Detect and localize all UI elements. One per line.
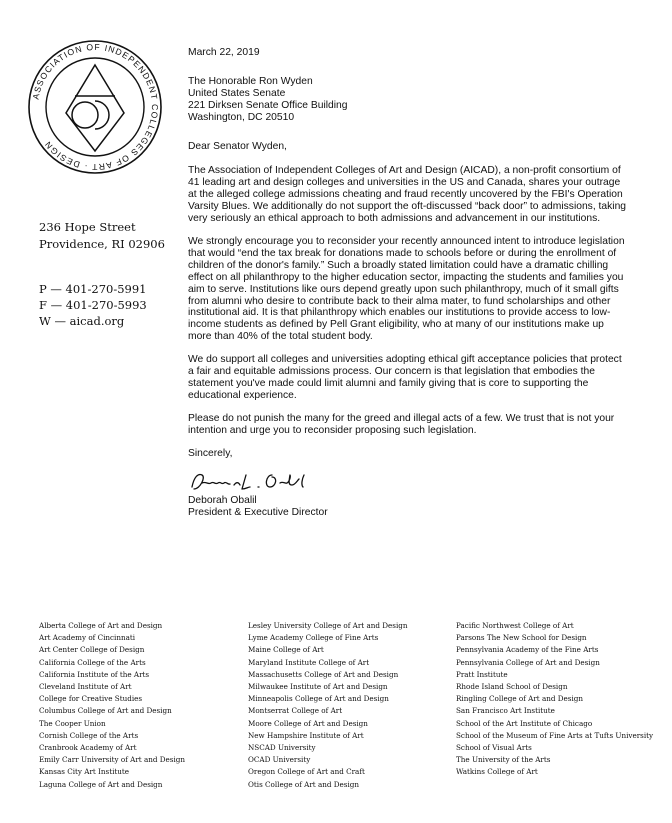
recipient-block <box>188 76 628 124</box>
member-item: College for Creative Studies <box>39 694 143 704</box>
recipient-line: United States Senate <box>188 87 286 99</box>
member-item: Ringling College of Art and Design <box>456 694 583 704</box>
member-item: Otis College of Art and Design <box>248 779 359 789</box>
seal-ring-text: ASSOCIATION OF INDEPENDENT COLLEGES OF ART · DESIGN <box>30 41 161 173</box>
website: W — aicad.org <box>39 314 125 328</box>
signer-title: President & Executive Director <box>188 507 328 519</box>
member-item: The University of the Arts <box>456 755 551 765</box>
address-street: 236 Hope Street <box>39 220 136 234</box>
phone-number: P — 401-270-5991 <box>39 282 147 296</box>
member-item: Minneapolis College of Art and Design <box>248 694 389 704</box>
member-item: California Institute of the Arts <box>39 669 150 679</box>
paragraph-1: The Association of Independent Colleges of Art and Design (AICAD), a non-profit consortium of 41 leading art and design colleges and universities in the US and Canada, shares your outrage at the alleged college admissions cheating and fraud recently uncovered by the FBI's Operation Varsity Blues. We additionally do not support the oft-discussed “back door” to admissions, taking very seriously an ethical approach to both admissions and advancement in our institutions. <box>188 165 627 225</box>
member-item: OCAD University <box>248 755 311 765</box>
member-column-2 <box>248 620 408 791</box>
member-item: New Hampshire Institute of Art <box>248 730 364 740</box>
member-item: The Cooper Union <box>39 718 106 728</box>
member-item: Montserrat College of Art <box>248 706 343 716</box>
recipient-line: The Honorable Ron Wyden <box>188 75 313 87</box>
paragraph-2: We strongly encourage you to reconsider your recently announced intent to introduce legislation that would “end the tax break for donations made to schools before or during the enrollment of children of the donor's family.” Such a broadly stated limitation could have a dramatic chilling effect on all philanthropy to the higher education sector, impacting the students and families you aim to serve. Institutions like ours depend greatly upon such philanthropy, much of it small gifts from alumni who desire to contribute back to their alma mater, to fund scholarships and other institutional aid. It is that philanthropy which enables our institutions to provide access to low-income students as defined by Pell Grant eligibility, who at many of our institutions make up more than 40% of the total student body. <box>188 235 625 343</box>
member-item: Columbus College of Art and Design <box>39 706 172 716</box>
member-column-1 <box>39 620 185 791</box>
member-column-3 <box>456 620 653 779</box>
member-item: Maryland Institute College of Art <box>248 657 370 667</box>
member-item: Massachusetts College of Art and Design <box>248 669 399 679</box>
address-city: Providence, RI 02906 <box>39 237 165 251</box>
member-item: Rhode Island School of Design <box>456 682 568 692</box>
salutation: Dear Senator Wyden, <box>188 140 287 152</box>
sender-address <box>39 219 165 253</box>
recipient-line: Washington, DC 20510 <box>188 111 295 123</box>
member-item: Maine College of Art <box>248 645 324 655</box>
member-item: Milwaukee Institute of Art and Design <box>248 682 388 692</box>
member-item: Pacific Northwest College of Art <box>456 621 574 630</box>
member-item: Art Academy of Cincinnati <box>39 633 136 643</box>
signature <box>188 463 628 495</box>
member-item: School of the Art Institute of Chicago <box>456 718 593 728</box>
member-item: Watkins College of Art <box>456 767 538 777</box>
member-item: Lesley University College of Art and Design <box>248 621 408 630</box>
member-item: Alberta College of Art and Design <box>39 621 163 630</box>
letter-date: March 22, 2019 <box>188 47 260 58</box>
member-item: Laguna College of Art and Design <box>39 779 163 789</box>
member-item: Pennsylvania Academy of the Fine Arts <box>456 645 599 655</box>
member-item: Moore College of Art and Design <box>248 718 368 728</box>
member-item: Lyme Academy College of Fine Arts <box>248 633 379 643</box>
member-item: Pratt Institute <box>456 669 508 679</box>
member-item: California College of the Arts <box>39 657 146 667</box>
member-item: Kansas City Art Institute <box>39 767 130 777</box>
member-item: Cleveland Institute of Art <box>39 682 132 692</box>
recipient-line: 221 Dirksen Senate Office Building <box>188 99 348 111</box>
member-item: School of the Museum of Fine Arts at Tufts University <box>456 730 654 740</box>
paragraph-3: We do support all colleges and universities adopting ethical gift acceptance policies that protect a fair and equitable admissions process. Our concern is that legislation that embodies the statement you've made could limit alumni and family giving that is core to supporting the educational experience. <box>188 354 622 401</box>
aicad-seal-logo <box>27 39 163 175</box>
member-item: Pennsylvania College of Art and Design <box>456 657 600 667</box>
letter-body <box>188 47 628 519</box>
member-item: Art Center College of Design <box>39 645 145 655</box>
member-item: School of Visual Arts <box>456 743 532 753</box>
member-item: Oregon College of Art and Craft <box>248 767 365 777</box>
member-item: Cornish College of the Arts <box>39 730 139 740</box>
paragraph-4: Please do not punish the many for the greed and illegal acts of a few. We trust that is not your intention and urge you to reconsider proposing such legislation. <box>188 412 615 436</box>
fax-number: F — 401-270-5993 <box>39 298 147 312</box>
member-item: Cranbrook Academy of Art <box>39 743 137 753</box>
member-item: San Francisco Art Institute <box>456 706 555 716</box>
member-item: NSCAD University <box>248 743 316 753</box>
closing: Sincerely, <box>188 447 233 459</box>
handwritten-signature-icon <box>188 467 328 495</box>
member-item: Emily Carr University of Art and Design <box>39 755 186 765</box>
contact-info <box>39 281 147 329</box>
signer-name: Deborah Obalil <box>188 495 257 507</box>
member-item: Parsons The New School for Design <box>456 633 587 643</box>
